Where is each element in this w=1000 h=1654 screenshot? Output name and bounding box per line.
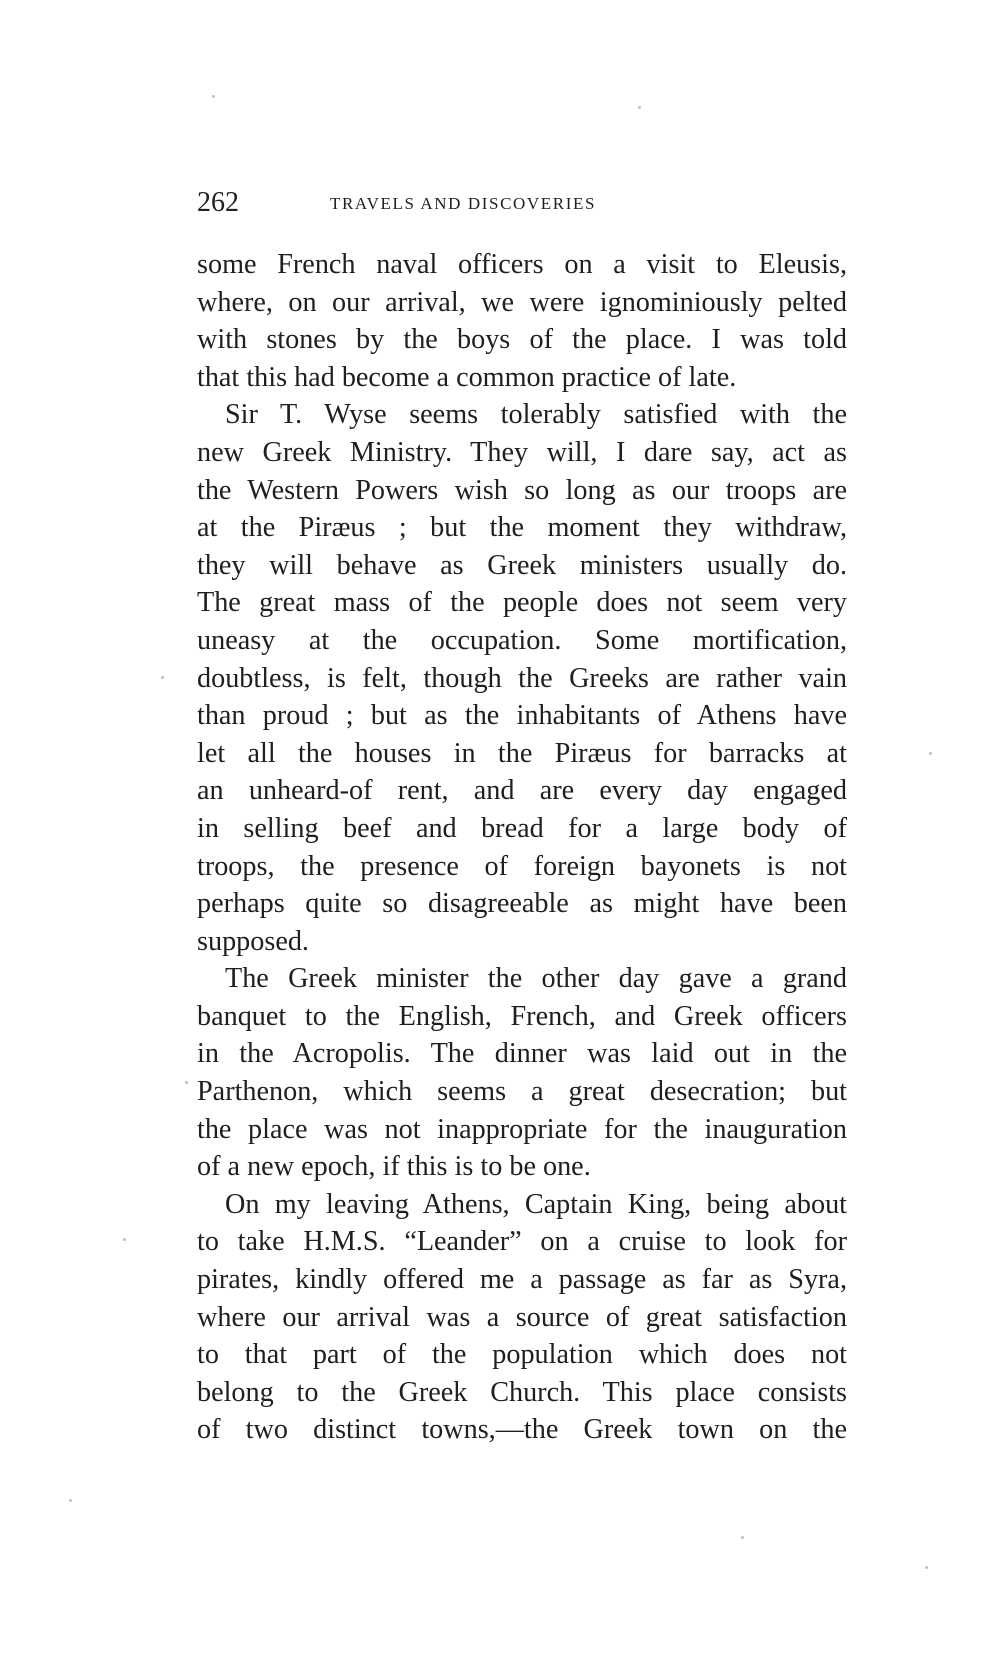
text-line: in the Acropolis. The dinner was laid out in the <box>197 1038 847 1070</box>
text-line: in selling beef and bread for a large body of <box>197 812 847 844</box>
paper-speck <box>212 95 215 98</box>
text-line: banquet to the English, French, and Greek officers <box>197 1000 847 1032</box>
text-line: an unheard-of rent, and are every day engaged <box>197 775 847 807</box>
text-line: On my leaving Athens, Captain King, being about <box>225 1188 847 1220</box>
text-line: than proud ; but as the inhabitants of Athens have <box>197 700 847 732</box>
text-line: they will behave as Greek ministers usually do. <box>197 549 847 581</box>
paper-speck <box>929 752 932 755</box>
text-line: that this had become a common practice of late. <box>197 361 737 393</box>
paper-speck <box>741 1536 744 1539</box>
text-line: Parthenon, which seems a great desecration; but <box>197 1076 847 1108</box>
text-line: pirates, kindly offered me a passage as far as Syra, <box>197 1264 847 1296</box>
text-line: Sir T. Wyse seems tolerably satisfied with the <box>225 399 847 431</box>
text-line: The great mass of the people does not seem very <box>197 587 847 619</box>
text-line: let all the houses in the Piræus for barracks at <box>197 737 847 769</box>
paper-speck <box>185 1081 188 1084</box>
paper-speck <box>69 1499 72 1502</box>
text-line: uneasy at the occupation. Some mortification, <box>197 624 847 656</box>
text-line: at the Piræus ; but the moment they withdraw, <box>197 512 847 544</box>
text-line: new Greek Ministry. They will, I dare say, act as <box>197 436 847 468</box>
paper-speck <box>638 106 641 109</box>
text-line: with stones by the boys of the place. I was told <box>197 324 847 356</box>
text-line: belong to the Greek Church. This place consists <box>197 1376 847 1408</box>
paper-speck <box>123 1238 126 1241</box>
paper-speck <box>161 676 164 679</box>
text-line: to take H.M.S. “Leander” on a cruise to look for <box>197 1226 847 1258</box>
text-line: of a new epoch, if this is to be one. <box>197 1151 591 1183</box>
text-line: supposed. <box>197 925 309 957</box>
text-line: doubtless, is felt, though the Greeks are rather vain <box>197 662 847 694</box>
text-line: troops, the presence of foreign bayonets is not <box>197 850 847 882</box>
text-line: the place was not inappropriate for the inauguration <box>197 1113 847 1145</box>
page-number: 262 <box>197 187 239 218</box>
text-line: where our arrival was a source of great satisfaction <box>197 1301 847 1333</box>
running-head <box>197 186 847 220</box>
text-line: of two distinct towns,—the Greek town on the <box>197 1414 847 1446</box>
text-line: the Western Powers wish so long as our troops are <box>197 474 847 506</box>
body-text <box>197 246 847 1449</box>
paper-speck <box>925 1566 928 1569</box>
text-line: perhaps quite so disagreeable as might have been <box>197 888 847 920</box>
text-line: some French naval officers on a visit to Eleusis, <box>197 249 847 280</box>
text-line: to that part of the population which does not <box>197 1339 847 1371</box>
text-line: The Greek minister the other day gave a grand <box>225 963 847 995</box>
text-line: where, on our arrival, we were ignominiously pelted <box>197 286 847 318</box>
running-title: TRAVELS AND DISCOVERIES <box>330 194 597 213</box>
